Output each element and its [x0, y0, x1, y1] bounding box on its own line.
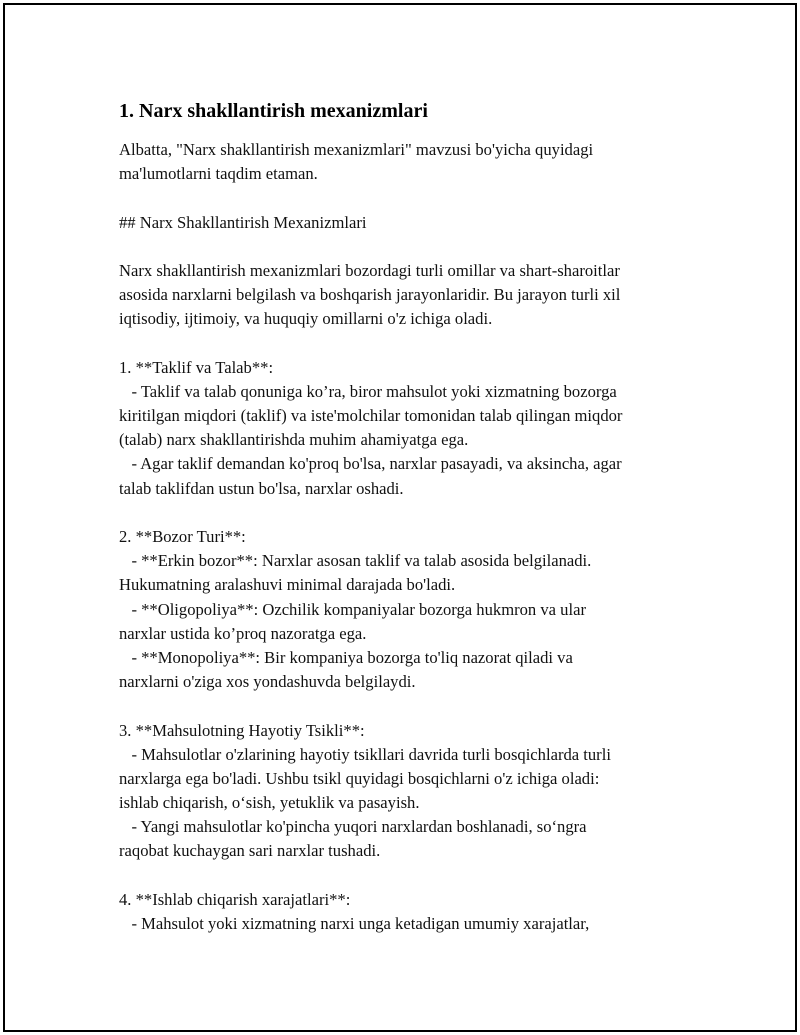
text-line: - Taklif va talab qonuniga ko’ra, biror mahsulot yoki xizmatning bozorga — [119, 381, 617, 401]
text-line: - **Monopoliya**: Bir kompaniya bozorga to'liq nazorat qiladi va — [119, 647, 573, 667]
text-line: narxlarga ega bo'ladi. Ushbu tsikl quyidagi bosqichlarni o'z ichiga oladi: — [119, 768, 600, 788]
paragraph — [119, 356, 689, 501]
text-line: iqtisodiy, ijtimoiy, va huquqiy omillarni o'z ichiga oladi. — [119, 309, 493, 329]
text-line: asosida narxlarni belgilash va boshqarish jarayonlaridir. Bu jarayon turli xil — [119, 285, 621, 305]
paragraph-gap — [119, 501, 689, 525]
text-line: narxlarni o'ziga xos yondashuvda belgilaydi. — [119, 672, 416, 692]
text-line: - Yangi mahsulotlar ko'pincha yuqori narxlardan boshlanadi, so‘ngra — [119, 817, 587, 837]
text-line: 3. **Mahsulotning Hayotiy Tsikli**: — [119, 720, 365, 740]
paragraph-list — [119, 138, 689, 936]
paragraph-gap — [119, 235, 689, 259]
text-line: Narx shakllantirish mexanizmlari bozordagi turli omillar va shart-sharoitlar — [119, 260, 620, 280]
text-line: Hukumatning aralashuvi minimal darajada bo'ladi. — [119, 575, 456, 595]
text-line: ## Narx Shakllantirish Mexanizmlari — [119, 212, 367, 232]
text-line: talab taklifdan ustun bo'lsa, narxlar oshadi. — [119, 478, 404, 498]
text-line: - Mahsulot yoki xizmatning narxi unga ketadigan umumiy xarajatlar, — [119, 914, 590, 933]
paragraph-gap — [119, 694, 689, 718]
document-title: 1. Narx shakllantirish mexanizmlari — [119, 100, 428, 122]
text-line: 4. **Ishlab chiqarish xarajatlari**: — [119, 889, 351, 909]
text-line: 1. **Taklif va Talab**: — [119, 357, 274, 377]
text-line: - Agar taklif demandan ko'proq bo'lsa, narxlar pasayadi, va aksincha, agar — [119, 454, 622, 474]
paragraph — [119, 138, 689, 186]
text-line: - **Erkin bozor**: Narxlar asosan taklif va talab asosida belgilanadi. — [119, 551, 592, 571]
text-line: ma'lumotlarni taqdim etaman. — [119, 164, 318, 184]
paragraph-gap — [119, 332, 689, 356]
document-content — [119, 98, 689, 936]
paragraph — [119, 211, 689, 235]
text-line: 2. **Bozor Turi**: — [119, 527, 246, 546]
document-page — [3, 3, 797, 1032]
text-line: kiritilgan miqdori (taklif) va iste'molchilar tomonidan talab qilingan miqdor — [119, 406, 623, 426]
text-line: - **Oligopoliya**: Ozchilik kompaniyalar bozorga hukmron va ular — [119, 599, 586, 619]
paragraph — [119, 259, 689, 332]
text-line: Albatta, "Narx shakllantirish mexanizmlari" mavzusi bo'yicha quyidagi — [119, 140, 594, 159]
paragraph-gap — [119, 186, 689, 210]
text-line: ishlab chiqarish, o‘sish, yetuklik va pasayish. — [119, 793, 420, 813]
text-line: narxlar ustida ko’proq nazoratga ega. — [119, 623, 367, 643]
text-line: raqobat kuchaygan sari narxlar tushadi. — [119, 841, 381, 861]
paragraph-gap — [119, 864, 689, 888]
text-line: - Mahsulotlar o'zlarining hayotiy tsikllari davrida turli bosqichlarda turli — [119, 744, 611, 764]
title-spacer — [119, 124, 689, 138]
paragraph — [119, 525, 689, 694]
paragraph — [119, 719, 689, 864]
text-line: (talab) narx shakllantirishda muhim ahamiyatga ega. — [119, 430, 469, 450]
paragraph — [119, 888, 689, 936]
